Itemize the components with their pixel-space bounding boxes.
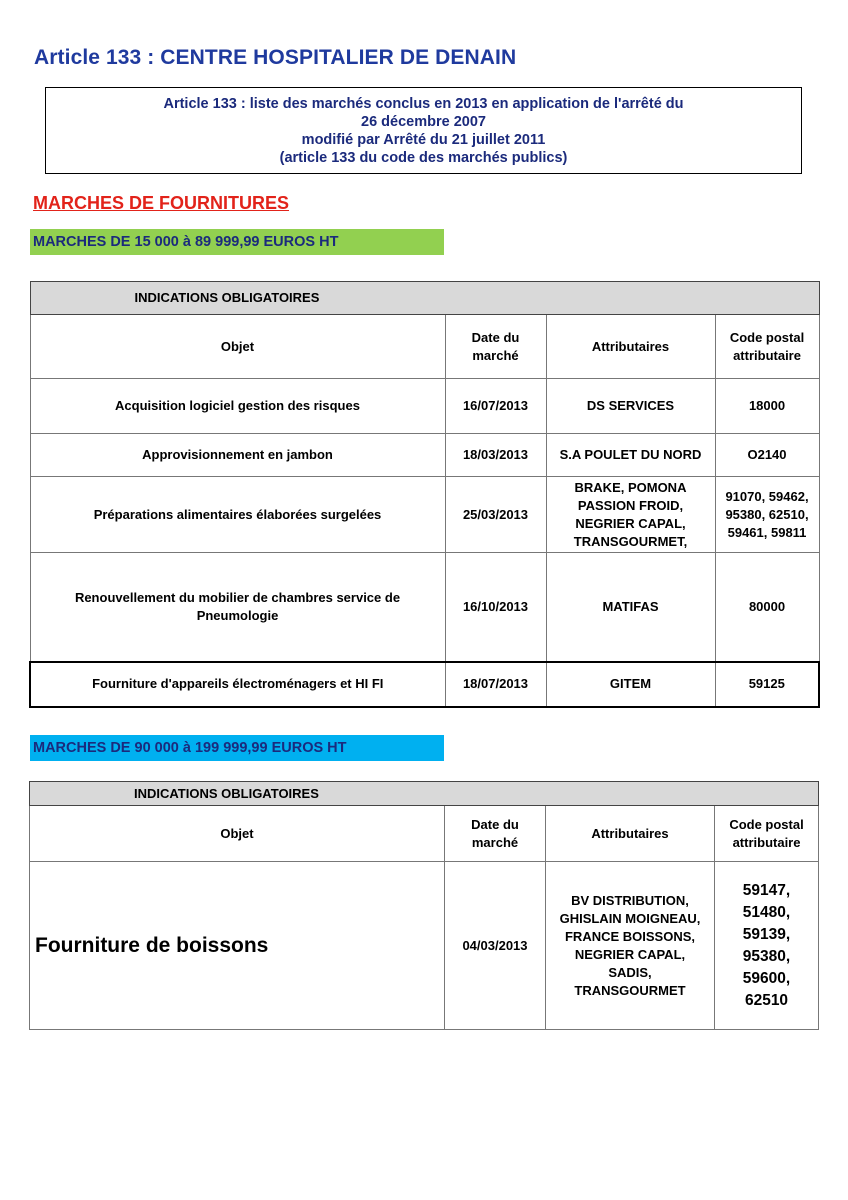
- header-date: [445, 806, 546, 862]
- price-band-90000-199999: MARCHES DE 90 000 à 199 999,99 EUROS HT: [30, 735, 444, 761]
- header-objet: Objet: [30, 806, 445, 862]
- info-line: modifié par Arrêté du 21 juillet 2011: [301, 131, 546, 148]
- table-row: [30, 553, 819, 662]
- header-code-line: attributaire: [732, 834, 801, 850]
- attributaire-line: TRANSGOURMET,: [573, 533, 688, 549]
- cell-attributaires: GITEM: [546, 662, 715, 707]
- attributaire-line: SADIS,: [608, 964, 652, 980]
- cell-date: 16/10/2013: [445, 553, 546, 662]
- attributaire-line: TRANSGOURMET: [574, 982, 686, 998]
- cell-code-postal: 59125: [715, 662, 819, 707]
- info-line: 26 décembre 2007: [361, 113, 486, 130]
- indications-row: [30, 282, 819, 315]
- markets-table-15000-89999: [29, 281, 820, 708]
- attributaire-line: BV DISTRIBUTION,: [571, 892, 689, 908]
- objet-line: Pneumologie: [196, 607, 279, 623]
- cell-code-postal: [715, 862, 819, 1030]
- cell-code-postal: [715, 477, 819, 553]
- code-line: 91070, 59462,: [725, 488, 809, 504]
- cell-objet: Approvisionnement en jambon: [30, 434, 445, 477]
- attributaire-line: PASSION FROID,: [577, 497, 684, 513]
- header-date-line: marché: [472, 347, 519, 363]
- cell-date: 18/07/2013: [445, 662, 546, 707]
- cell-attributaires: [546, 862, 715, 1030]
- article-info-box: [45, 87, 802, 174]
- cell-objet: Fourniture de boissons: [30, 862, 445, 1030]
- objet-line: Renouvellement du mobilier de chambres service de: [74, 589, 401, 605]
- header-code-postal: [715, 315, 819, 379]
- header-row: [30, 315, 819, 379]
- header-code-line: Code postal: [729, 329, 805, 345]
- header-date-line: Date du: [471, 329, 520, 345]
- section-title: MARCHES DE FOURNITURES: [33, 193, 290, 213]
- header-code-postal: [715, 806, 819, 862]
- attributaire-line: BRAKE, POMONA: [574, 479, 687, 495]
- markets-table-90000-199999: [29, 781, 819, 1030]
- cell-attributaires: [546, 477, 715, 553]
- attributaire-line: NEGRIER CAPAL,: [574, 946, 686, 962]
- cell-objet: Fourniture d'appareils électroménagers et HI FI: [30, 662, 445, 707]
- header-code-line: Code postal: [729, 816, 804, 832]
- code-line: 59139,: [742, 925, 791, 943]
- attributaire-line: FRANCE BOISSONS,: [564, 928, 695, 944]
- indications-label: INDICATIONS OBLIGATOIRES: [30, 282, 819, 315]
- code-line: 95380, 62510,: [725, 506, 809, 522]
- header-code-line: attributaire: [733, 347, 801, 363]
- cell-attributaires: DS SERVICES: [546, 379, 715, 434]
- cell-date: 04/03/2013: [445, 862, 546, 1030]
- code-line: 51480,: [742, 903, 791, 921]
- price-band-15000-89999: MARCHES DE 15 000 à 89 999,99 EUROS HT: [30, 229, 444, 255]
- indications-row: [30, 782, 819, 806]
- code-line: 59600,: [742, 969, 791, 987]
- attributaire-line: GHISLAIN MOIGNEAU,: [559, 910, 701, 926]
- header-row: [30, 806, 819, 862]
- cell-code-postal: 80000: [715, 553, 819, 662]
- info-line: (article 133 du code des marchés publics): [279, 149, 568, 166]
- indications-label: INDICATIONS OBLIGATOIRES: [30, 782, 819, 806]
- table-row: [30, 477, 819, 553]
- table-row: [30, 379, 819, 434]
- header-attributaires: Attributaires: [546, 806, 715, 862]
- code-line: 59461, 59811: [727, 524, 807, 540]
- code-line: 59147,: [742, 881, 791, 899]
- cell-attributaires: MATIFAS: [546, 553, 715, 662]
- cell-code-postal: O2140: [715, 434, 819, 477]
- header-objet: Objet: [30, 315, 445, 379]
- cell-date: 16/07/2013: [445, 379, 546, 434]
- cell-date: 25/03/2013: [445, 477, 546, 553]
- header-date: [445, 315, 546, 379]
- code-line: 95380,: [742, 947, 791, 965]
- code-line: 62510: [744, 991, 789, 1009]
- header-date-line: marché: [471, 834, 519, 850]
- cell-attributaires: S.A POULET DU NORD: [546, 434, 715, 477]
- header-date-line: Date du: [471, 816, 519, 832]
- cell-date: 18/03/2013: [445, 434, 546, 477]
- cell-code-postal: 18000: [715, 379, 819, 434]
- table-row: [30, 862, 819, 1030]
- attributaire-line: NEGRIER CAPAL,: [575, 515, 686, 531]
- header-attributaires: Attributaires: [546, 315, 715, 379]
- cell-objet: Acquisition logiciel gestion des risques: [30, 379, 445, 434]
- table-row: [30, 662, 819, 707]
- page-title: Article 133 : CENTRE HOSPITALIER DE DENAIN: [34, 46, 517, 69]
- cell-objet: Préparations alimentaires élaborées surgelées: [30, 477, 445, 553]
- cell-objet: [30, 553, 445, 662]
- table-row: [30, 434, 819, 477]
- info-line: Article 133 : liste des marchés conclus en 2013 en application de l'arrêté du: [163, 95, 684, 112]
